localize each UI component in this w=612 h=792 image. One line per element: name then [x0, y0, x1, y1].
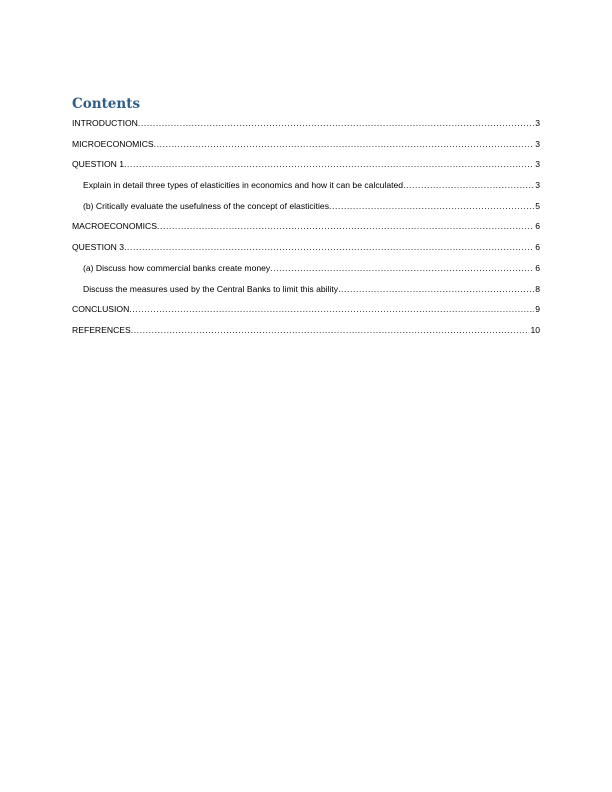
toc-entry-title: (b) Critically evaluate the usefulness of the concept of elasticities [83, 200, 330, 211]
toc-entry-central-banks[interactable] [72, 283, 540, 304]
toc-dot-leader [124, 241, 534, 253]
toc-list [72, 117, 540, 345]
toc-entry-title: CONCLUSION [72, 304, 130, 315]
toc-entry-elasticities-usefulness[interactable] [72, 200, 540, 221]
toc-entry-page: 8 [535, 283, 540, 294]
toc-entry-page: 3 [535, 118, 540, 128]
toc-entry-page: 9 [535, 304, 540, 315]
toc-entry-title: Explain in detail three types of elasticities in economics and how it can be calculated [83, 180, 404, 191]
table-of-contents [72, 95, 540, 345]
toc-entry-page: 3 [535, 159, 540, 170]
toc-dot-leader [124, 158, 534, 170]
toc-dot-leader [403, 179, 534, 191]
toc-entry-title: QUESTION 3 [72, 242, 125, 253]
toc-entry-title: Discuss the measures used by the Central Banks to limit this ability [83, 283, 339, 294]
toc-dot-leader [129, 303, 534, 315]
toc-entry-title: MACROECONOMICS [72, 221, 157, 232]
toc-entry-title: MICROECONOMICS [72, 138, 154, 149]
toc-entry-page: 3 [535, 180, 540, 191]
toc-entry-page: 6 [535, 221, 540, 232]
toc-entry-title: QUESTION 1 [72, 159, 125, 170]
toc-dot-leader [329, 200, 534, 212]
toc-entry-title: REFERENCES [72, 324, 131, 335]
toc-dot-leader [270, 262, 534, 274]
toc-entry-macroeconomics[interactable] [72, 220, 540, 241]
toc-entry-references[interactable] [72, 324, 540, 345]
toc-entry-conclusion[interactable] [72, 303, 540, 324]
toc-entry-question-3[interactable] [72, 241, 540, 262]
toc-entry-question-1[interactable] [72, 158, 540, 179]
toc-entry-page: 6 [535, 242, 540, 253]
toc-entry-page: 5 [535, 200, 540, 211]
toc-dot-leader [154, 138, 535, 150]
toc-dot-leader [338, 283, 534, 295]
toc-entry-page: 10 [530, 324, 540, 335]
toc-dot-leader [157, 220, 534, 232]
toc-entry-title: INTRODUCTION [72, 118, 138, 128]
toc-entry-page: 3 [535, 138, 540, 149]
toc-entry-commercial-banks[interactable] [72, 262, 540, 283]
toc-entry-page: 6 [535, 262, 540, 273]
toc-entry-introduction[interactable] [72, 117, 540, 138]
toc-entry-title: (a) Discuss how commercial banks create money [83, 262, 271, 273]
toc-dot-leader [131, 324, 530, 336]
toc-entry-microeconomics[interactable] [72, 138, 540, 159]
toc-entry-elasticities-types[interactable] [72, 179, 540, 200]
toc-heading: Contents [72, 96, 141, 112]
toc-dot-leader [138, 117, 534, 129]
